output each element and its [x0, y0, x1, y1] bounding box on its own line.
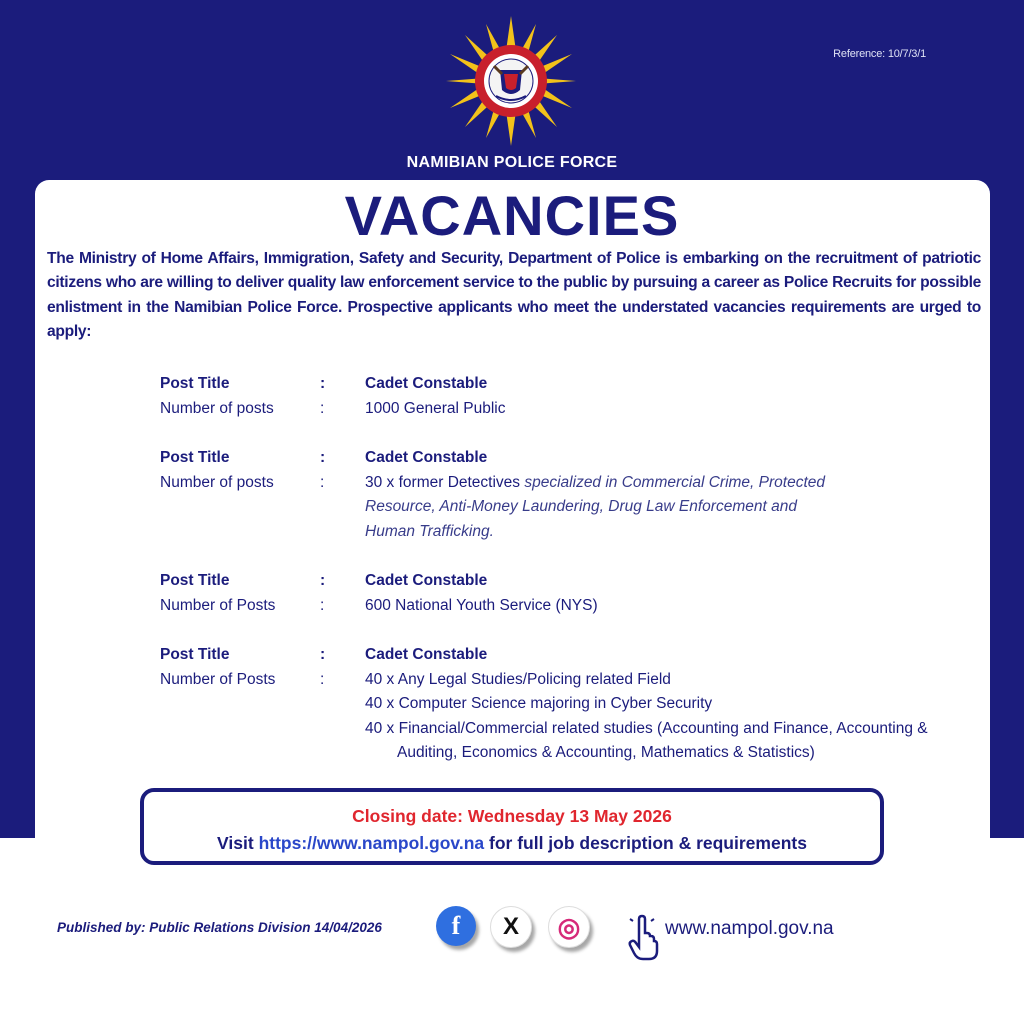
- post-title-label: Post Title: [160, 375, 230, 392]
- visit-suffix: for full job description & requirements: [489, 833, 807, 853]
- number-of-posts-list: [365, 668, 945, 766]
- specialization-note: specialized in Commercial Crime, Protected Resource, Anti-Money Laundering, Drug Law Enforcement and Human Trafficking.: [365, 473, 826, 540]
- page-title: VACANCIES: [344, 184, 680, 247]
- separator: :: [320, 449, 326, 466]
- post-title-label: Post Title: [160, 572, 230, 589]
- closing-date: Closing date: Wednesday 13 May 2026: [352, 806, 672, 826]
- number-of-posts-label: Number of posts: [160, 473, 274, 491]
- separator: :: [320, 375, 326, 392]
- facebook-icon[interactable]: [436, 906, 476, 946]
- published-by: Published by: Public Relations Division 14/04/2026: [57, 920, 382, 935]
- posts-line: Auditing, Economics & Accounting, Mathematics & Statistics): [397, 744, 815, 761]
- police-emblem-icon: [446, 16, 576, 146]
- post-title-value: Cadet Constable: [365, 449, 488, 466]
- post-block-2: [160, 446, 960, 544]
- separator: :: [320, 473, 325, 491]
- x-icon[interactable]: [490, 906, 532, 948]
- post-title-label: Post Title: [160, 646, 230, 663]
- website-text[interactable]: www.nampol.gov.na: [665, 918, 834, 939]
- organization-name: NAMIBIAN POLICE FORCE: [406, 154, 618, 171]
- number-of-posts-label: Number of Posts: [160, 670, 276, 688]
- visit-line: [144, 833, 880, 854]
- closing-box: [140, 788, 884, 865]
- separator: :: [320, 572, 326, 589]
- visit-prefix: Visit: [217, 833, 254, 853]
- post-block-4: [160, 643, 960, 766]
- number-of-posts-count: 30 x former Detectives: [365, 473, 521, 491]
- separator: :: [320, 399, 325, 417]
- instagram-icon[interactable]: [548, 906, 590, 948]
- number-of-posts-label: Number of Posts: [160, 596, 276, 614]
- posts-line: 40 x Financial/Commercial related studies (Accounting and Finance, Accounting &: [365, 719, 928, 737]
- number-of-posts-value: [365, 471, 825, 545]
- separator: :: [320, 646, 326, 663]
- post-title-value: Cadet Constable: [365, 646, 488, 663]
- number-of-posts-value: 600 National Youth Service (NYS): [365, 596, 598, 614]
- number-of-posts-value: 1000 General Public: [365, 399, 506, 417]
- instagram-glyph: ◎: [557, 912, 581, 942]
- pointer-hand-icon: [625, 913, 661, 961]
- post-block-1: [160, 372, 960, 421]
- separator: :: [320, 596, 325, 614]
- number-of-posts-label: Number of posts: [160, 399, 274, 417]
- x-glyph: X: [502, 913, 519, 940]
- website-link[interactable]: https://www.nampol.gov.na: [258, 833, 485, 853]
- post-title-label: Post Title: [160, 449, 230, 466]
- posts-line: 40 x Computer Science majoring in Cyber Security: [365, 695, 713, 712]
- post-title-value: Cadet Constable: [365, 375, 488, 392]
- posts-line: 40 x Any Legal Studies/Policing related Field: [365, 670, 671, 688]
- intro-paragraph: The Ministry of Home Affairs, Immigration, Safety and Security, Department of Police is embarking on the recruitment of patriotic citizens who are willing to deliver quality law enforcement service to the public by pursuing a career as Police Recruits for possible enlistment in the Namibian Police Force. Prospective applicants who meet the understated vacancies requirements are urged to apply:: [47, 250, 981, 340]
- post-block-3: [160, 569, 960, 618]
- reference-number: Reference: 10/7/3/1: [833, 48, 926, 60]
- facebook-glyph: f: [451, 911, 461, 940]
- post-title-value: Cadet Constable: [365, 572, 488, 589]
- separator: :: [320, 670, 325, 688]
